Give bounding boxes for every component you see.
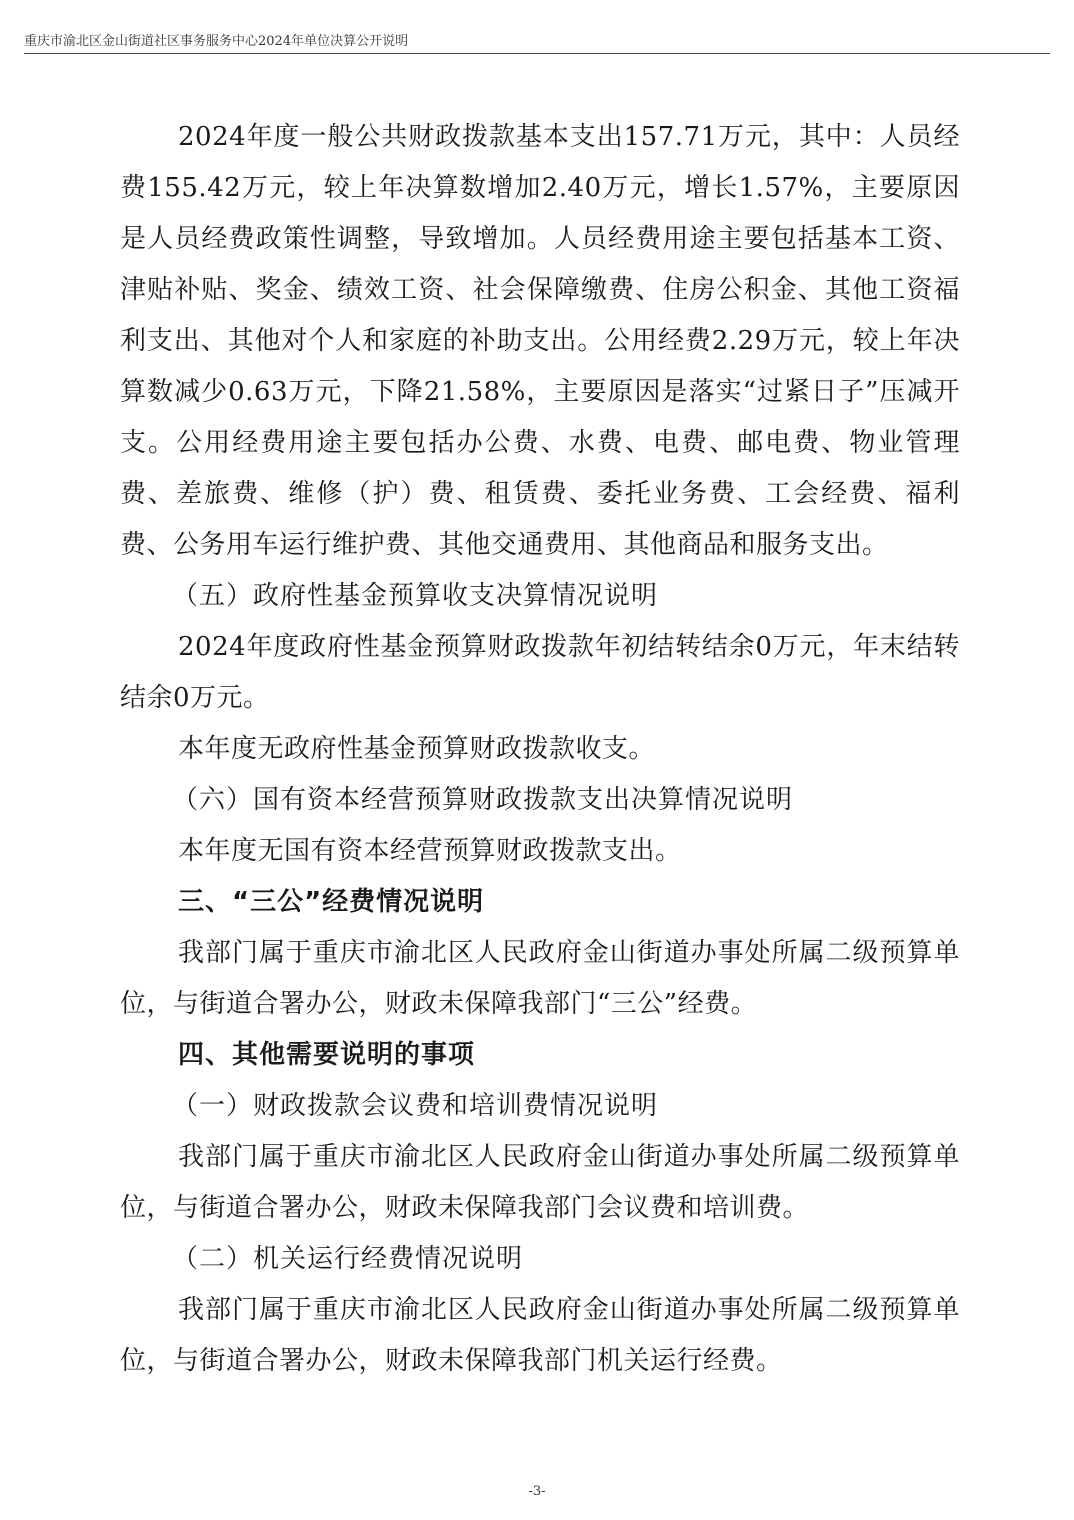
section-heading-three-public: 三、“三公”经费情况说明 (178, 887, 485, 917)
subheading-operating-funds: （二）机关运行经费情况说明 (172, 1244, 524, 1274)
paragraph-basic-expenditure: 2024年度一般公共财政拨款基本支出157.71万元，其中：人员经费155.42万元，较上年决算数增加2.40万元，增长1.57%，主要原因是人员经费政策性调整，导致增加。人员经费用途主要包括基本工资、津贴补贴、奖金、绩效工资、社会保障缴费、住房公积金、其他工资福利支出、其他对个人和家庭的补助支出。公用经费2.29万元，较上年决算数减少0.63万元，下降21.58%，主要原因是落实“过紧日子”压减开支。公用经费用途主要包括办公费、水费、电费、邮电费、物业管理费、差旅费、维修（护）费、租赁费、委托业务费、工会经费、福利费、公务用车运行维护费、其他交通费用、其他商品和服务支出。 (120, 122, 960, 560)
document-body (120, 112, 960, 1387)
paragraph-government-fund-none: 本年度无政府性基金预算财政拨款收支。 (178, 734, 656, 764)
section-heading-other-matters: 四、其他需要说明的事项 (178, 1040, 476, 1070)
paragraph-state-capital-none: 本年度无国有资本经营预算财政拨款支出。 (178, 836, 682, 866)
page-header-title: 重庆市渝北区金山街道社区事务服务中心2024年单位决算公开说明 (24, 34, 409, 49)
subheading-state-capital: （六）国有资本经营预算财政拨款支出决算情况说明 (172, 785, 794, 815)
subheading-meeting-training: （一）财政拨款会议费和培训费情况说明 (172, 1091, 659, 1121)
paragraph-operating-funds: 我部门属于重庆市渝北区人民政府金山街道办事处所属二级预算单位，与街道合署办公，财政未保障我部门机关运行经费。 (120, 1295, 960, 1376)
page-number: -3- (528, 1484, 546, 1499)
subheading-government-fund: （五）政府性基金预算收支决算情况说明 (172, 581, 659, 611)
paragraph-meeting-training: 我部门属于重庆市渝北区人民政府金山街道办事处所属二级预算单位，与街道合署办公，财政未保障我部门会议费和培训费。 (120, 1142, 960, 1223)
header-divider (24, 53, 1050, 54)
paragraph-government-fund-balance: 2024年度政府性基金预算财政拨款年初结转结余0万元，年末结转结余0万元。 (120, 632, 960, 713)
paragraph-three-public: 我部门属于重庆市渝北区人民政府金山街道办事处所属二级预算单位，与街道合署办公，财政未保障我部门“三公”经费。 (120, 938, 960, 1019)
